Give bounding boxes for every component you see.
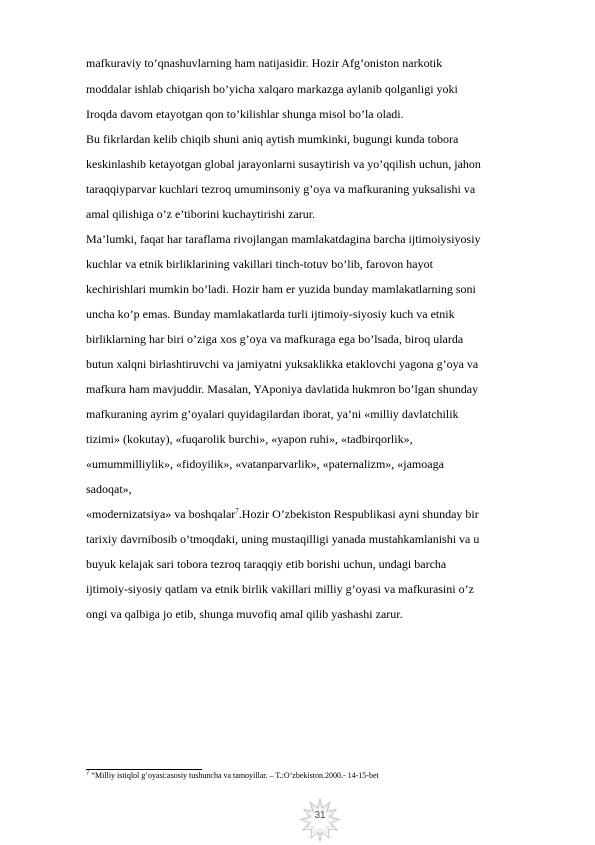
- page-number: 31: [314, 810, 326, 821]
- body-line: uncha ko’p emas. Bunday mamlakatlarda turli ijtimoiy-siyosiy kuch va etnik: [86, 307, 455, 321]
- footnote-marker: 7: [86, 768, 90, 777]
- body-line: mafkuraning ayrim g’oyalari quyidagilardan iborat, ya’ni «milliy davlatchilik: [86, 407, 459, 421]
- body-line: kuchlar va etnik birliklarining vakillari tinch-totuv bo’lib, farovon hayot: [86, 257, 433, 271]
- body-line: «umummilliylik», «fidoyilik», «vatanparvarlik», «paternalizm», «jamoaga: [86, 457, 444, 471]
- body-line: amal qilishiga o’z e’tiborini kuchaytirishi zarur.: [86, 207, 316, 221]
- footnote: [86, 768, 379, 781]
- body-text: «modernizatsiya» va boshqalar: [86, 507, 236, 521]
- body-line: Bu fikrlardan kelib chiqib shuni aniq aytish mumkinki, bugungi kunda tobora: [86, 132, 459, 146]
- footnote-reference[interactable]: 7: [235, 507, 239, 515]
- body-line: butun xalqni birlashtiruvchi va jamiyatni yuksaklikka etaklovchi yagona g’oya va: [86, 357, 479, 371]
- body-line: tarixiy davrnibosib o’tmoqdaki, uning mustaqilligi yanada mustahkamlanishi va u: [86, 532, 480, 546]
- body-line: mafkuraviy to’qnashuvlarning ham natijasidir. Hozir Afg’oniston narkotik: [86, 56, 443, 70]
- body-line: tizimi» (kokutay), «fuqarolik burchi», «yapon ruhi», «tadbirqorlik»,: [86, 432, 413, 446]
- body-line: mafkura ham mavjuddir. Masalan, YAponiya davlatida hukmron bo’lgan shunday: [86, 382, 479, 396]
- body-line: sadoqat»,: [86, 482, 132, 496]
- footnote-separator: [86, 769, 202, 770]
- body-line: moddalar ishlab chiqarish bo’yicha xalqaro markazga aylanib qolganligi yoki: [86, 82, 458, 96]
- body-line: kechirishlari mumkin bo’ladi. Hozir ham er yuzida bunday mamlakatlarning soni: [86, 282, 476, 296]
- body-line: keskinlashib ketayotgan global jarayonlarni susaytirish va yo’qqilish uchun, jahon: [86, 157, 481, 171]
- body-line: Ma’lumki, faqat har taraflama rivojlangan mamlakatdagina barcha ijtimoiysiyosiy: [86, 232, 481, 246]
- body-line: buyuk kelajak sari tobora tezroq taraqqiy etib borishi uchun, undagi barcha: [86, 557, 447, 571]
- body-line: Iroqda davom etayotgan qon to’kilishlar shunga misol bo’la oladi.: [86, 107, 404, 121]
- body-line: birliklarning har biri o’ziga xos g’oya va mafkuraga ega bo’lsada, biroq ularda: [86, 332, 464, 346]
- body-text: .Hozir O’zbekiston Respublikasi ayni shunday bir: [238, 507, 479, 521]
- page-number-badge: [296, 797, 344, 845]
- body-line: ijtimoiy-siyosiy qatlam va etnik birlik vakillari milliy g’oyasi va mafkurasini o’z: [86, 582, 474, 596]
- body-line: taraqqiyparvar kuchlari tezroq umuminsoniy g’oya va mafkuraning yuksalishi va: [86, 182, 476, 196]
- footnote-text: “Milliy istiqlol g’oyasi:asosiy tushuncha va tamoyillar. – T.:O’zbekiston.2000.- 14-15-bet: [89, 771, 379, 780]
- body-line: ongi va qalbiga jo etib, shunga muvofiq amal qilib yashashi zarur.: [86, 607, 403, 621]
- body-line-with-footnote-ref: [86, 507, 479, 521]
